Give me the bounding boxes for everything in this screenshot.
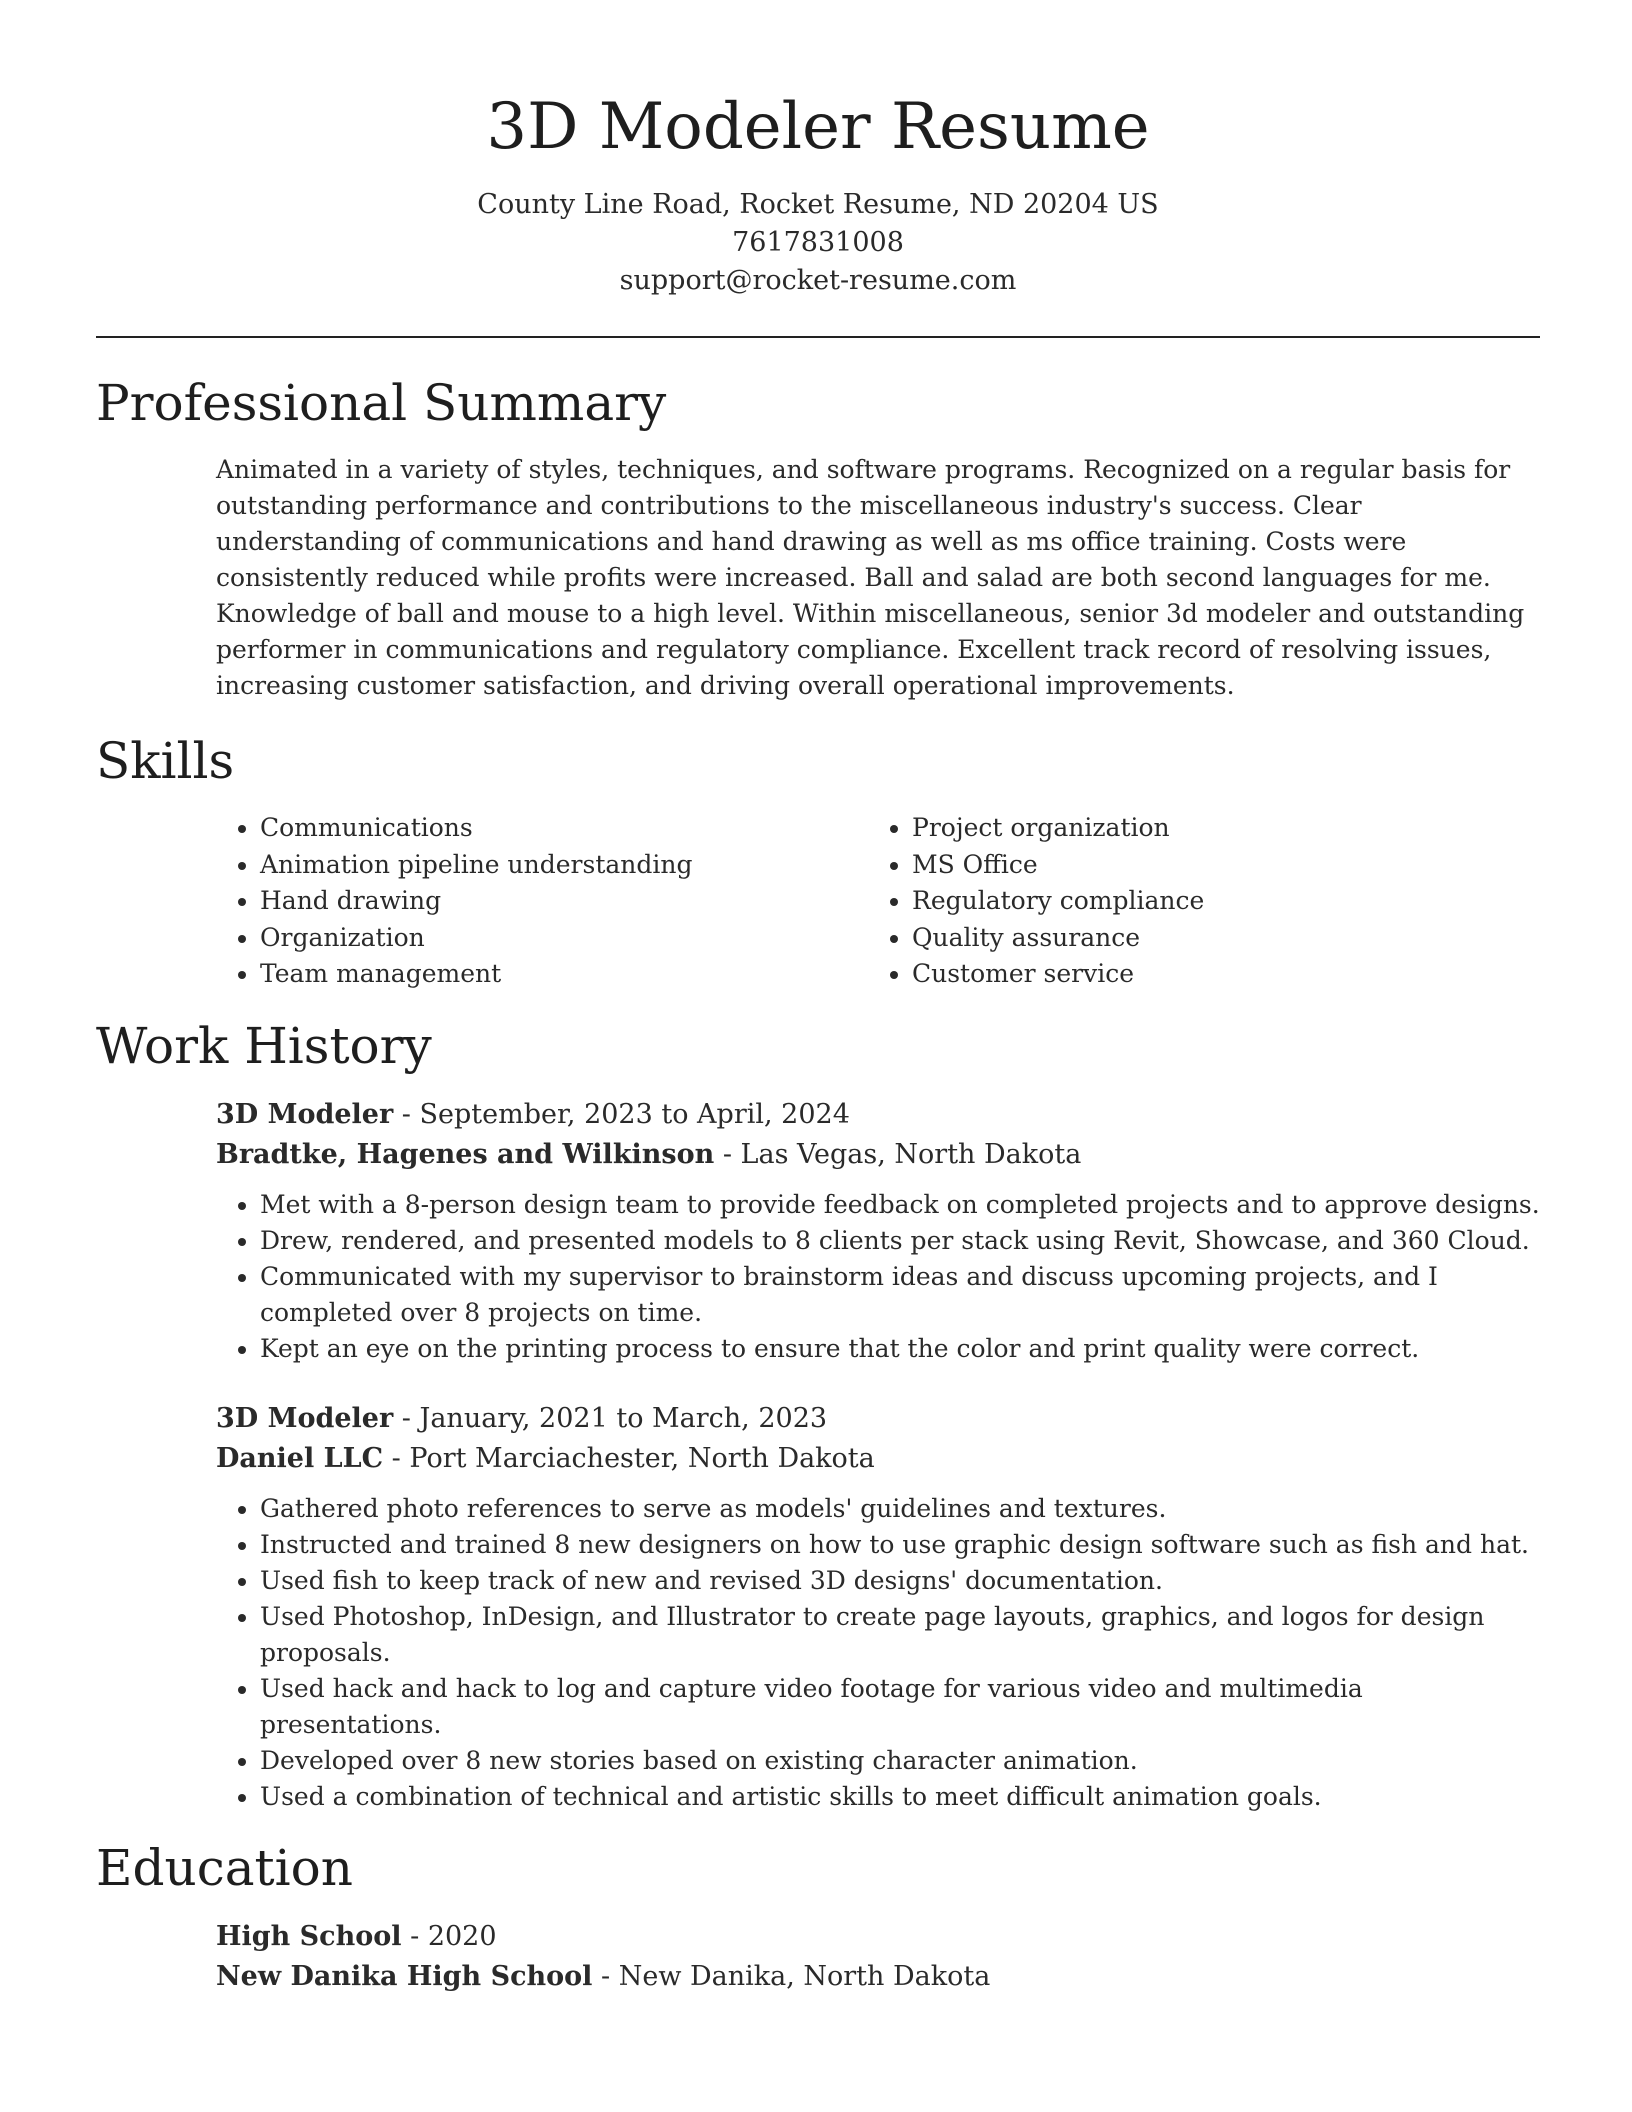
education-school-line <box>216 1957 1540 1997</box>
job-bullet: • Communicated with my supervisor to brainstorm ideas and discuss upcoming projects, and I completed over 8 projects on time. <box>260 1259 1540 1331</box>
skill-item: • Animation pipeline understanding <box>260 847 868 884</box>
section-title-work-history: Work History <box>96 1016 432 1075</box>
skill-item: • Communications <box>260 810 868 847</box>
job-company: Bradtke, Hagenes and Wilkinson <box>216 1138 715 1170</box>
skill-item: • Regulatory compliance <box>912 883 1520 920</box>
job-bullet: • Used hack and hack to log and capture video footage for various video and multimedia presentations. <box>260 1671 1540 1743</box>
job-role: 3D Modeler <box>216 1098 394 1130</box>
education-degree: High School <box>216 1920 402 1952</box>
summary-text: Animated in a variety of styles, techniques, and software programs. Recognized on a regular basis for outstanding performance and contributions to the miscellaneous industry's success. Clear understanding of communications and hand drawing as well as ms office training. Costs were consistently reduced while profits were increased. Ball and salad are both second languages for me. Knowledge of ball and mouse to a high level. Within miscellaneous, senior 3d modeler and outstanding performer in communications and regulatory compliance. Excellent track record of resolving issues, increasing customer satisfaction, and driving overall operational improvements. <box>216 455 1525 700</box>
skill-item: • Customer service <box>912 956 1520 993</box>
job-bullet: • Kept an eye on the printing process to ensure that the color and print quality were correct. <box>260 1331 1540 1367</box>
resume-page <box>96 0 1540 1997</box>
education-entry <box>216 1917 1540 1997</box>
skill-item: • Hand drawing <box>260 883 868 920</box>
section-title-summary: Professional Summary <box>96 374 667 432</box>
job-bullets <box>216 1187 1540 1367</box>
education-degree-line <box>216 1917 1540 1957</box>
skill-item: • Team management <box>260 956 868 993</box>
skill-item: • Organization <box>260 920 868 957</box>
job-company: Daniel LLC <box>216 1442 384 1474</box>
job-location: - Las Vegas, North Dakota <box>714 1138 1082 1170</box>
job-bullet: • Met with a 8-person design team to provide feedback on completed projects and to approve designs. <box>260 1187 1540 1223</box>
job-role: 3D Modeler <box>216 1402 394 1434</box>
job-company-line <box>216 1439 1540 1479</box>
skill-item: • MS Office <box>912 847 1520 884</box>
skills-list <box>216 810 1540 993</box>
address: County Line Road, Rocket Resume, ND 20204 US <box>477 189 1159 220</box>
phone-number: 7617831008 <box>732 227 904 258</box>
job-company-line <box>216 1135 1540 1175</box>
job-title-line <box>216 1399 1540 1439</box>
resume-title: 3D Modeler Resume <box>486 90 1150 164</box>
job-location: - Port Marciachester, North Dakota <box>383 1442 875 1474</box>
job-dates: - September, 2023 to April, 2024 <box>393 1098 850 1130</box>
job-bullet: • Developed over 8 new stories based on existing character animation. <box>260 1743 1540 1779</box>
education-location: - New Danika, North Dakota <box>592 1960 991 1992</box>
job-bullet: • Used Photoshop, InDesign, and Illustrator to create page layouts, graphics, and logos for design proposals. <box>260 1599 1540 1671</box>
email-address: support@rocket-resume.com <box>619 265 1017 296</box>
education-school: New Danika High School <box>216 1960 593 1992</box>
skills-column-left <box>216 810 868 993</box>
job-bullet: • Instructed and trained 8 new designers on how to use graphic design software such as fish and hat. <box>260 1527 1540 1563</box>
job-bullet: • Used fish to keep track of new and revised 3D designs' documentation. <box>260 1563 1540 1599</box>
job-bullet: • Drew, rendered, and presented models to 8 clients per stack using Revit, Showcase, and 360 Cloud. <box>260 1223 1540 1259</box>
section-title-skills: Skills <box>96 732 235 790</box>
skills-column-right <box>868 810 1520 993</box>
job-title-line <box>216 1095 1540 1135</box>
section-title-education: Education <box>96 1838 353 1897</box>
resume-header <box>96 0 1540 300</box>
header-divider <box>96 336 1540 338</box>
job-bullet: • Gathered photo references to serve as models' guidelines and textures. <box>260 1491 1540 1527</box>
job-dates: - January, 2021 to March, 2023 <box>393 1402 828 1434</box>
job-entry <box>216 1399 1540 1815</box>
job-bullets <box>216 1491 1540 1815</box>
job-bullet: • Used a combination of technical and artistic skills to meet difficult animation goals. <box>260 1779 1540 1815</box>
education-year: - 2020 <box>401 1920 497 1952</box>
skill-item: • Project organization <box>912 810 1520 847</box>
skill-item: • Quality assurance <box>912 920 1520 957</box>
job-entry <box>216 1095 1540 1367</box>
